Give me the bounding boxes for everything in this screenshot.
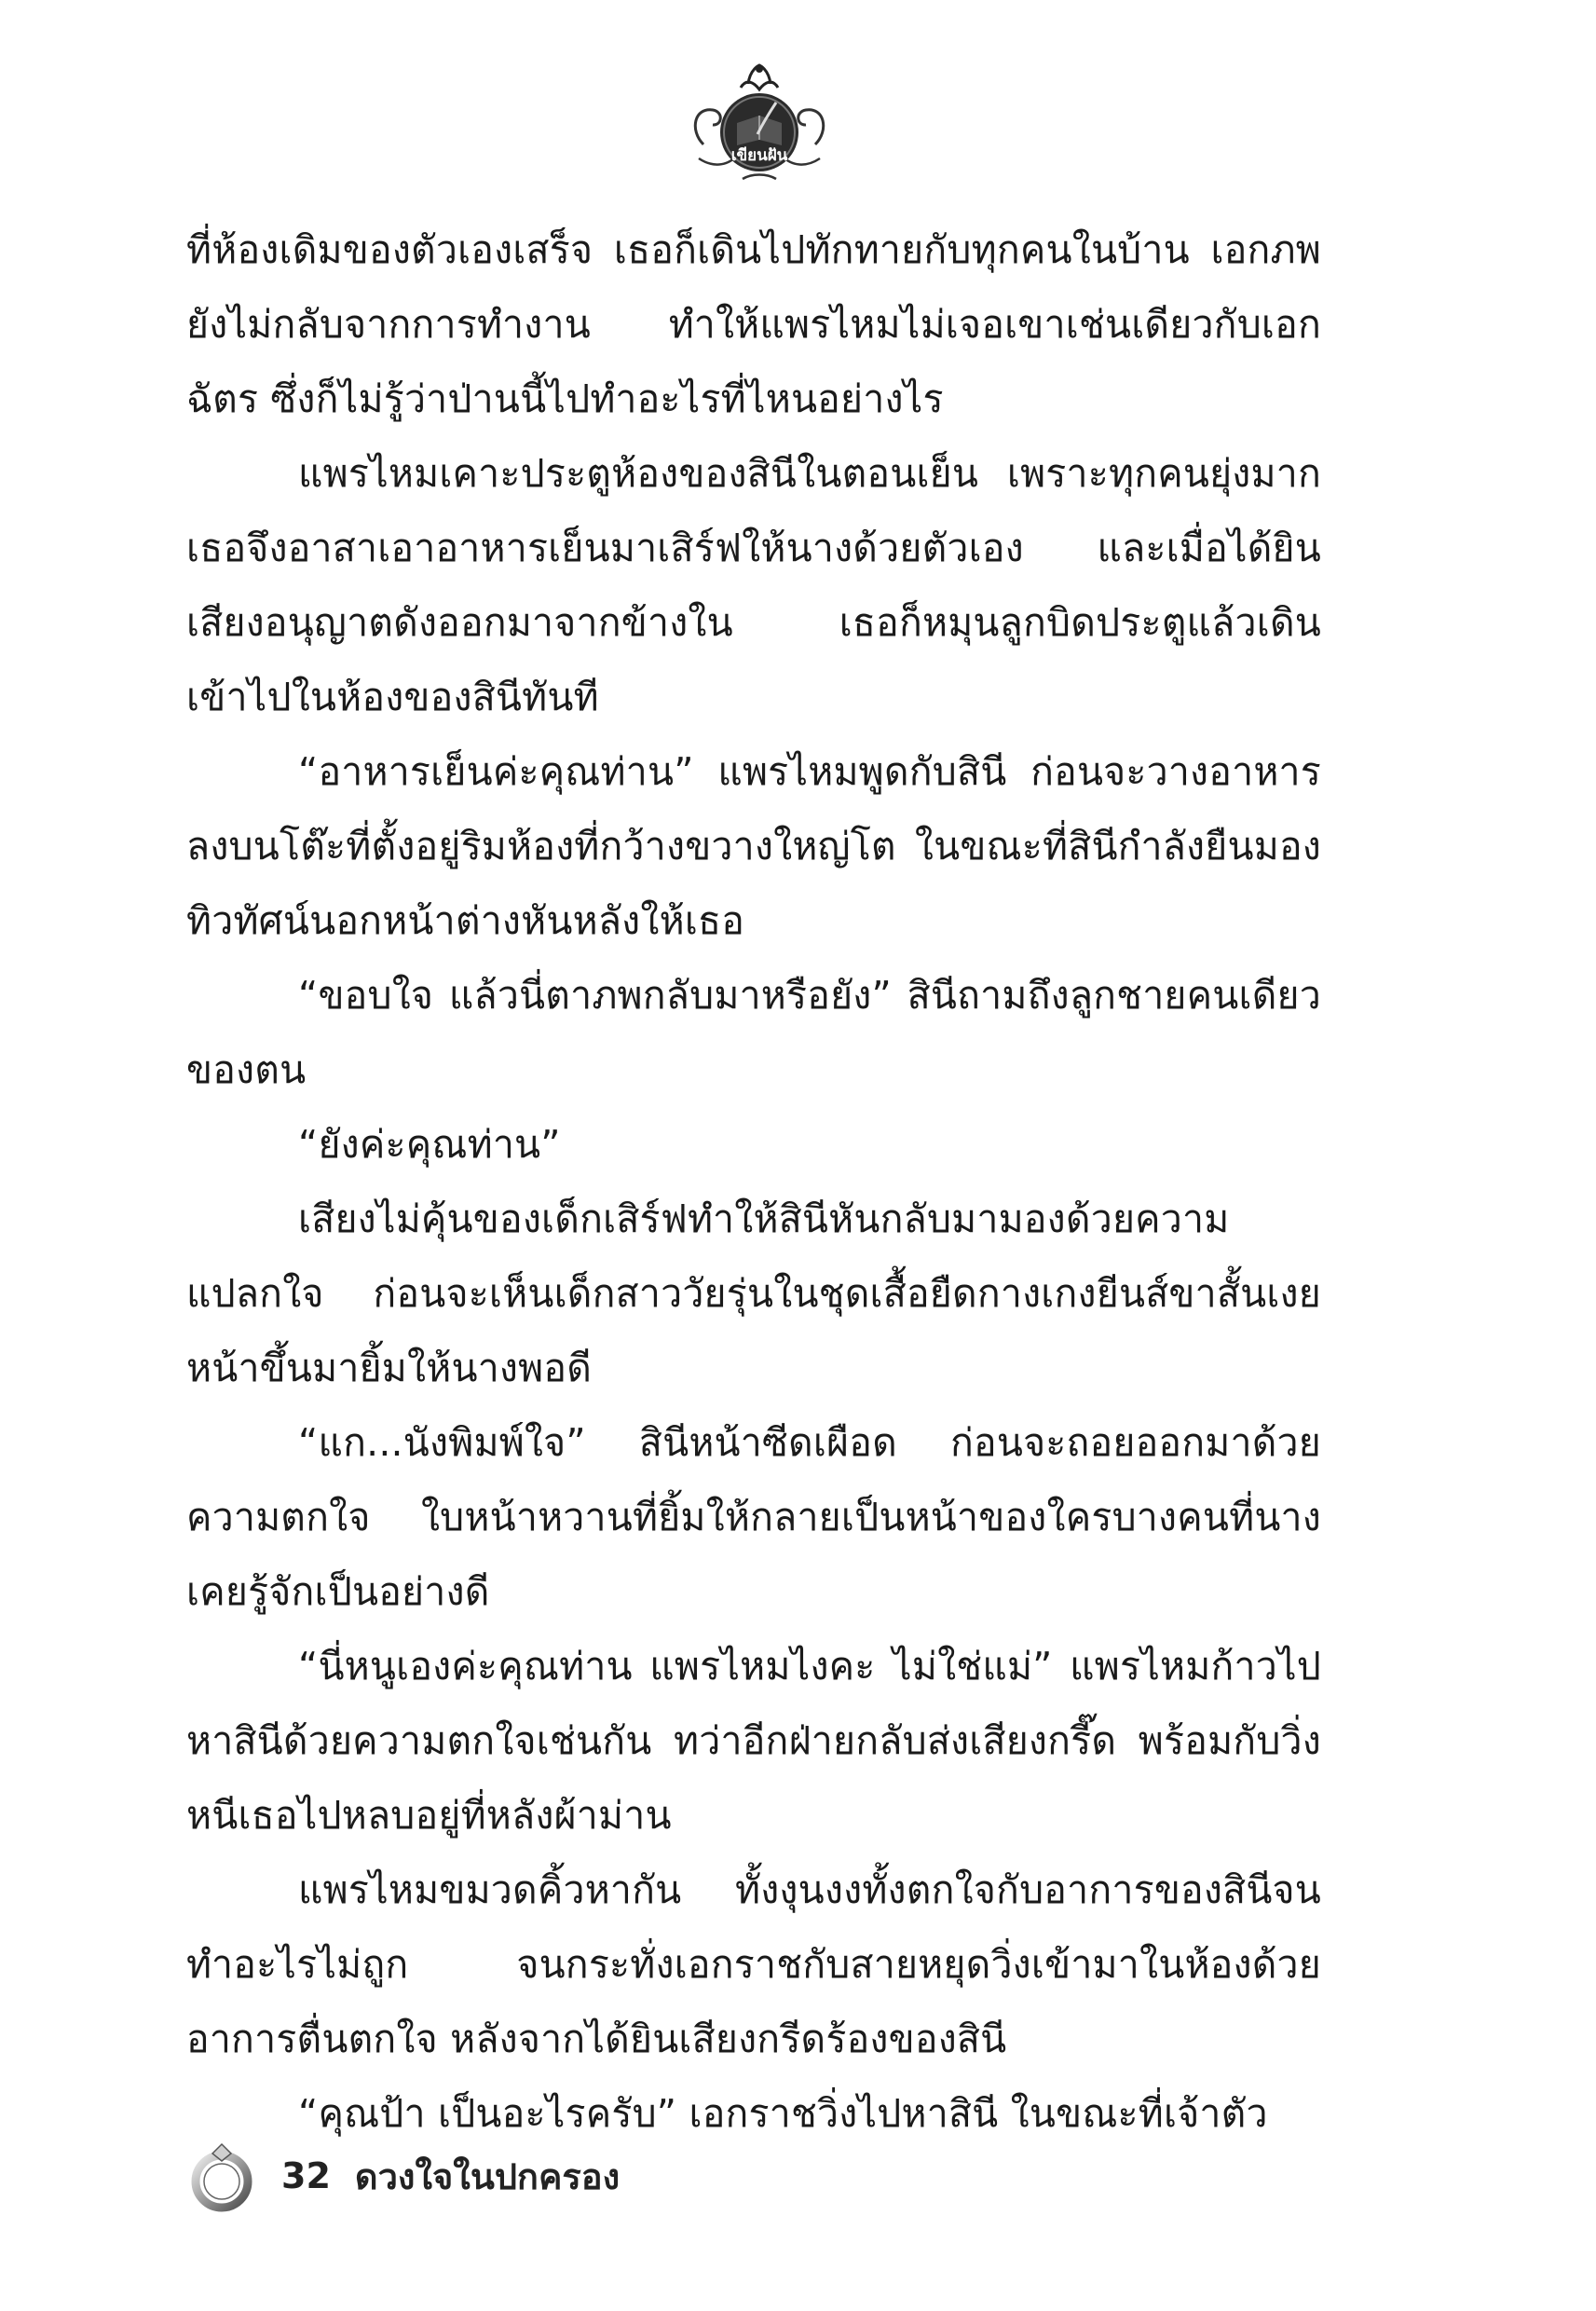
body-text [186,212,1321,2151]
paragraph: “คุณป้า เป็นอะไรครับ” เอกราชวิ่งไปหาสินี ในขณะที่เจ้าตัว [298,2091,1268,2136]
paragraph: ที่ห้องเดิมของตัวเองเสร็จ เธอก็เดินไปทักทายกับทุกคนในบ้าน เอกภพยังไม่กลับจากการทำงาน ทำให้แพรไหมไม่เจอเขาเช่นเดียวกับเอกฉัตร ซึ่งก็ไม่รู้ว่าป่านนี้ไปทำอะไรที่ไหนอย่างไร [186,227,1321,421]
paragraph: “อาหารเย็นค่ะคุณท่าน” แพรไหมพูดกับสินี ก่อนจะวางอาหารลงบนโต๊ะที่ตั้งอยู่ริมห้องที่กว้างขวางใหญ่โต ในขณะที่สินีกำลังยืนมองทิวทัศน์นอกหน้าต่างหันหลังให้เธอ [186,749,1321,943]
publisher-logo [685,56,834,196]
ring-icon [186,2139,259,2213]
paragraph: แพรไหมเคาะประตูห้องของสินีในตอนเย็น เพราะทุกคนยุ่งมาก เธอจึงอาสาเอาอาหารเย็นมาเสิร์ฟให้นางด้วยตัวเอง และเมื่อได้ยินเสียงอนุญาตดังออกมาจากข้างใน เธอก็หมุนลูกบิดประตูแล้วเดินเข้าไปในห้องของสินีทันที [186,451,1321,719]
book-title: ดวงใจในปกครอง [354,2155,621,2197]
paragraph: “ขอบใจ แล้วนี่ตาภพกลับมาหรือยัง” สินีถามถึงลูกชายคนเดียวของตน [186,973,1321,1092]
paragraph: “ยังค่ะคุณท่าน” [298,1122,561,1167]
paragraph: “นี่หนูเองค่ะคุณท่าน แพรไหมไงคะ ไม่ใช่แม่” แพรไหมก้าวไปหาสินีด้วยความตกใจเช่นกัน ทว่าอีกฝ่ายกลับส่งเสียงกรี๊ด พร้อมกับวิ่งหนีเธอไปหลบอยู่ที่หลังผ้าม่าน [186,1644,1321,1838]
paragraph: “แก...นังพิมพ์ใจ” สินีหน้าซีดเผือด ก่อนจะถอยออกมาด้วยความตกใจ ใบหน้าหวานที่ยิ้มให้กลายเป็นหน้าของใครบางคนที่นางเคยรู้จักเป็นอย่างดี [186,1420,1321,1614]
page-number: 32 [281,2155,331,2196]
page-footer [186,2134,620,2218]
paragraph: เสียงไม่คุ้นของเด็กเสิร์ฟทำให้สินีหันกลับมามองด้วยความแปลกใจ ก่อนจะเห็นเด็กสาววัยรุ่นในชุดเสื้อยืดกางเกงยีนส์ขาสั้นเงยหน้าขึ้นมายิ้มให้นางพอดี [186,1197,1321,1390]
paragraph: แพรไหมขมวดคิ้วหากัน ทั้งงุนงงทั้งตกใจกับอาการของสินีจนทำอะไรไม่ถูก จนกระทั่งเอกราชกับสายหยุดวิ่งเข้ามาในห้องด้วยอาการตื่นตกใจ หลังจากได้ยินเสียงกรีดร้องของสินี [186,1867,1321,2061]
logo-text: เขียนฝัน [730,146,788,165]
